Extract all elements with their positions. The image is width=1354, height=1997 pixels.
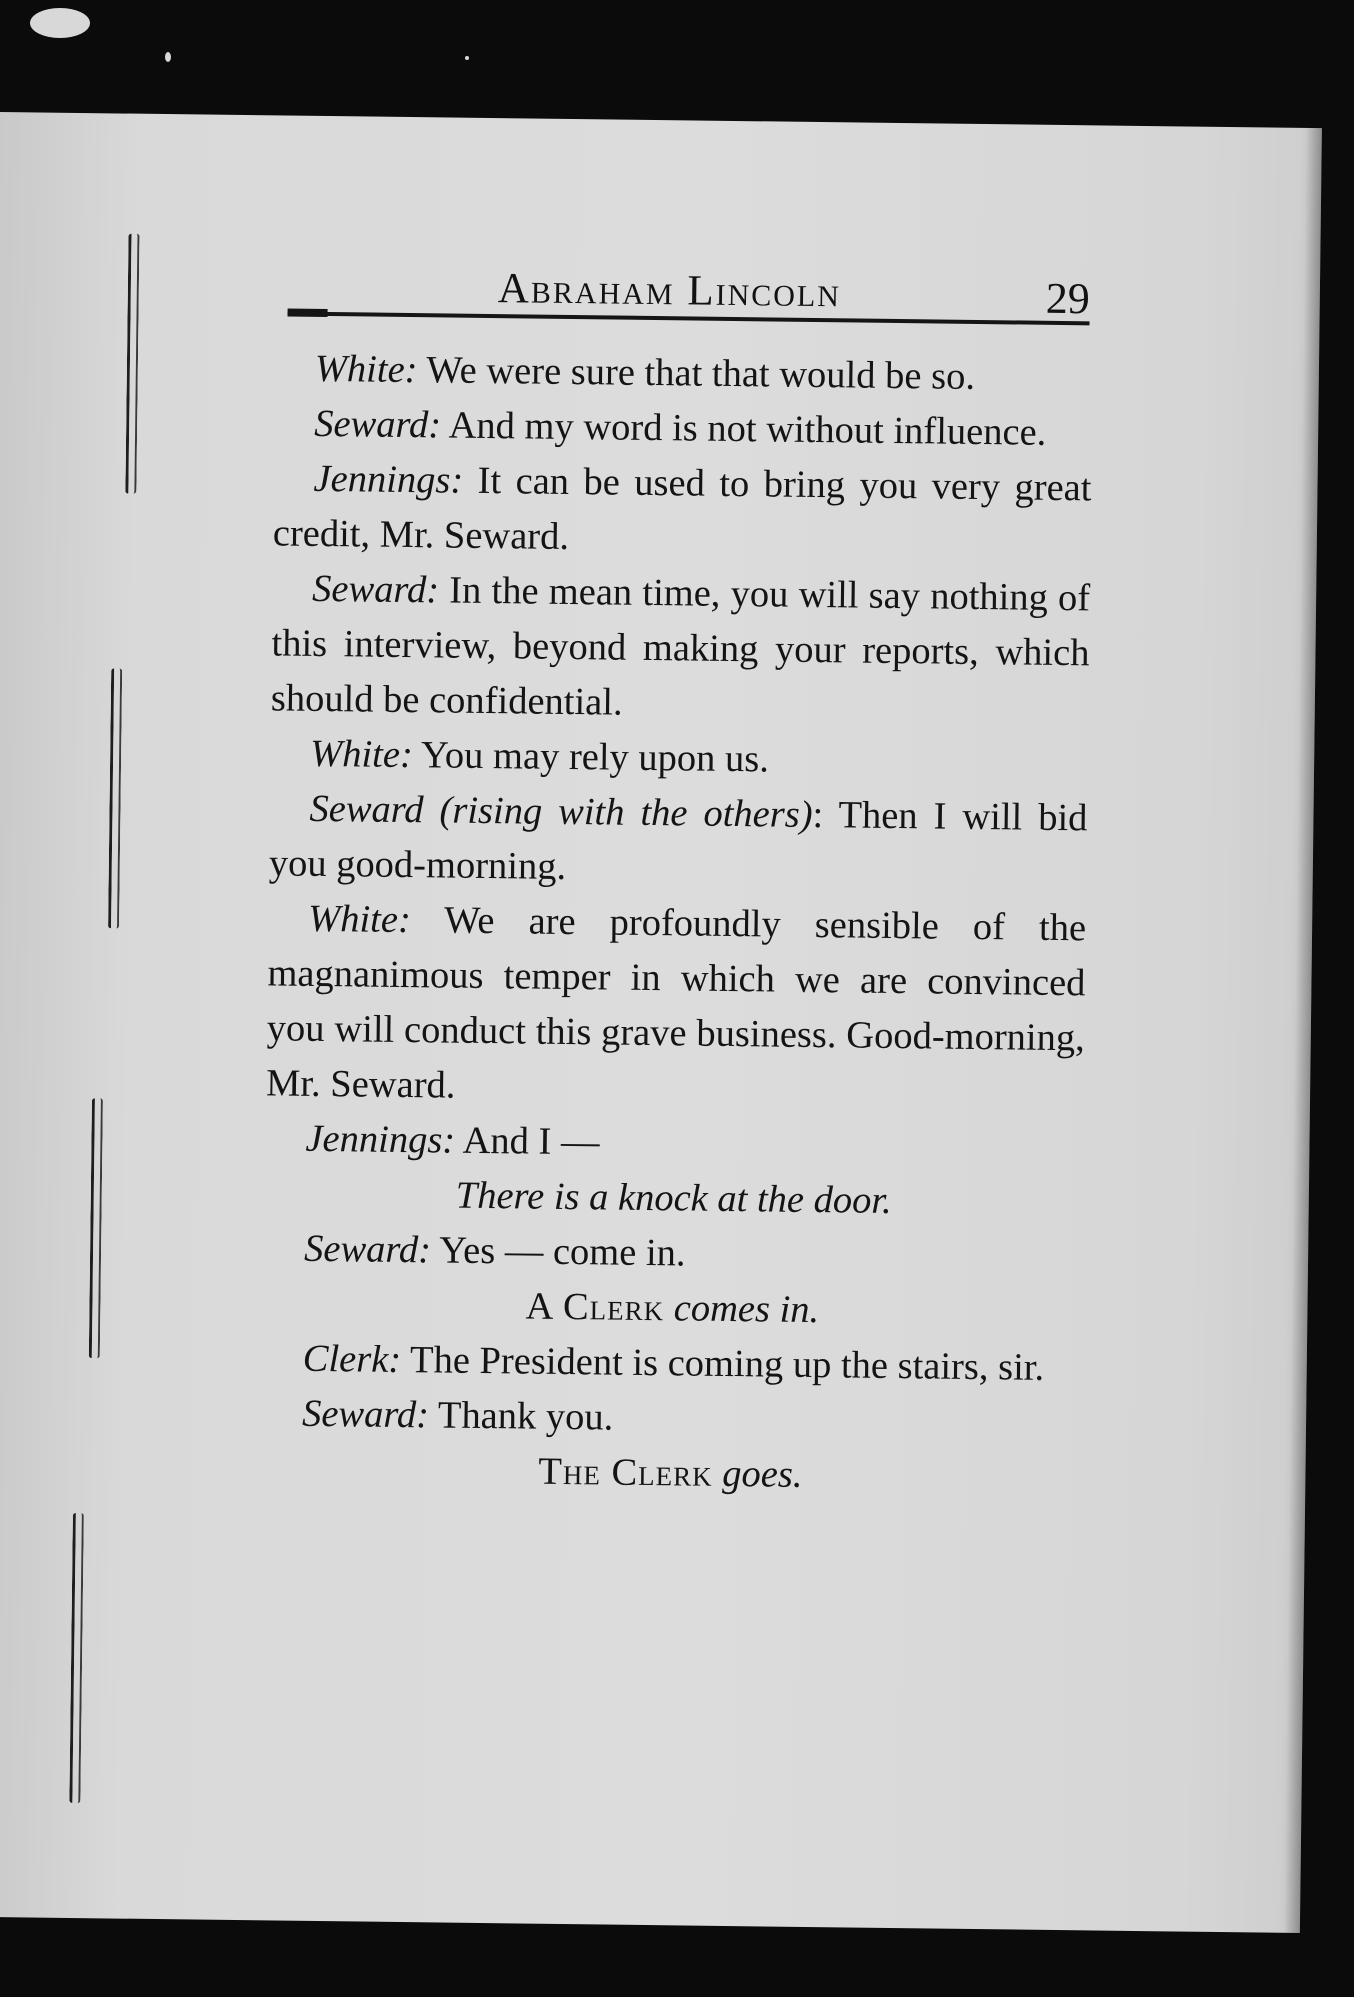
binding-stitch <box>108 668 122 928</box>
stage-aside: (rising with the others) <box>423 789 813 836</box>
dust-speck <box>465 56 469 60</box>
speech-text: You may rely upon us. <box>412 734 770 781</box>
stage-action: comes in. <box>663 1287 820 1332</box>
speech-text: : Then I will bid you good-morning. <box>268 793 1088 888</box>
dialogue-line <box>262 1331 1081 1396</box>
stage-direction <box>261 1441 1080 1506</box>
speaker-name: White: <box>309 732 414 777</box>
dialogue-line <box>270 726 1089 791</box>
speaker-name: Jennings: <box>305 1117 456 1162</box>
speaker-name: Jennings: <box>313 457 464 502</box>
dialogue-line <box>274 396 1093 461</box>
speech-text: Yes — come in. <box>430 1229 686 1275</box>
speaker-name: Seward: <box>301 1392 430 1437</box>
dialogue-text <box>261 341 1093 1506</box>
book-page <box>0 112 1322 1933</box>
dialogue-line <box>262 1386 1081 1451</box>
character-name: The Clerk <box>538 1450 713 1495</box>
dialogue-line <box>264 1221 1083 1286</box>
character-name: A Clerk <box>525 1285 665 1330</box>
stage-direction: There is a knock at the door. <box>455 1174 892 1222</box>
speaker-name: Seward: <box>303 1227 432 1272</box>
dialogue-line <box>273 451 1092 571</box>
speech-text: Thank you. <box>428 1394 614 1439</box>
dialogue-line <box>271 561 1091 736</box>
stage-action: goes. <box>712 1452 803 1496</box>
running-head-title: Abraham Lincoln <box>497 265 842 317</box>
speech-text: The President is coming up the stairs, sir. <box>400 1338 1045 1389</box>
dialogue-line <box>268 781 1087 901</box>
speech-text: And my word is not without influence. <box>440 404 1047 454</box>
speech-text: We were sure that that would be so. <box>417 349 976 398</box>
dialogue-line <box>275 341 1094 406</box>
speech-text: And I — <box>454 1119 600 1164</box>
speech-text: In the mean time, you will say nothing of this interview, beyond making your reports, which should be confidential. <box>270 569 1091 724</box>
speaker-name: Seward: <box>313 402 442 447</box>
dialogue-line <box>265 1111 1084 1176</box>
speaker-name: Clerk: <box>302 1337 402 1381</box>
speaker-name: White: <box>307 897 412 942</box>
page-number: 29 <box>1045 273 1091 324</box>
dust-speck <box>30 8 90 38</box>
dust-speck <box>165 52 171 62</box>
speech-text: It can be used to bring you very great credit, Mr. Seward. <box>272 459 1092 558</box>
binding-stitch <box>125 234 139 494</box>
running-head <box>288 254 1091 324</box>
speaker-name: White: <box>314 347 418 392</box>
speech-text: We are profoundly sensible of the magnanimous temper in which we are convinced you will conduct this grave business. Good-morning, Mr. Seward. <box>265 899 1087 1107</box>
speaker-name: Seward <box>309 787 424 832</box>
dialogue-line <box>266 891 1087 1121</box>
speaker-name: Seward: <box>311 567 440 612</box>
stage-direction <box>263 1276 1082 1341</box>
binding-stitch <box>89 1098 103 1358</box>
binding-stitch <box>69 1513 84 1803</box>
